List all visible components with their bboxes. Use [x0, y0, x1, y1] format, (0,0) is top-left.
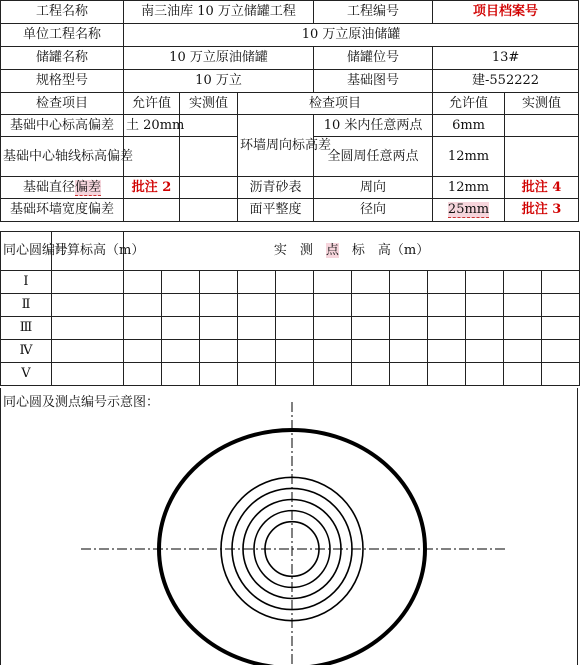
measured-point-cell[interactable] — [352, 363, 390, 386]
measured-point-cell[interactable] — [428, 317, 466, 340]
measured-point-cell[interactable] — [352, 317, 390, 340]
calc-elevation-cell[interactable] — [52, 363, 124, 386]
unit-name-value: 10 万立原油储罐 — [124, 24, 579, 47]
base-drawing-label: 基础图号 — [314, 70, 433, 93]
measured-point-cell[interactable] — [162, 363, 200, 386]
measured-point-cell[interactable] — [200, 294, 238, 317]
ring-wall-group-label: 环墙周向标高差 — [238, 115, 314, 177]
measured-point-cell[interactable] — [200, 317, 238, 340]
item-base-diameter: 基础直径偏差 — [1, 177, 124, 199]
measured-point-cell[interactable] — [428, 340, 466, 363]
measured-point-cell[interactable] — [276, 317, 314, 340]
col-item-header-right: 检查项目 — [238, 93, 433, 115]
allow-ring-full: 12mm — [433, 137, 505, 177]
tank-name-value: 10 万立原油储罐 — [124, 47, 314, 70]
item-asphalt-radial: 径向 — [314, 199, 433, 222]
measured-center-elevation[interactable] — [180, 115, 238, 137]
ring-number: Ⅳ — [1, 340, 52, 363]
measured-point-cell[interactable] — [238, 271, 276, 294]
measured-point-cell[interactable] — [276, 294, 314, 317]
spec-value: 10 万立 — [124, 70, 314, 93]
item-ring-full: 全圆周任意两点 — [314, 137, 433, 177]
measured-point-cell[interactable] — [390, 271, 428, 294]
measured-point-cell[interactable] — [314, 340, 352, 363]
item-center-elevation: 基础中心标高偏差 — [1, 115, 124, 137]
measured-point-cell[interactable] — [504, 271, 542, 294]
project-no-label: 工程编号 — [314, 1, 433, 24]
measured-point-cell[interactable] — [504, 363, 542, 386]
ring-row — [1, 271, 580, 294]
measured-point-cell[interactable] — [466, 363, 504, 386]
inspection-sheet — [0, 0, 579, 222]
asphalt-label: 沥青砂表 — [238, 177, 314, 199]
measured-ring-wall-width[interactable] — [180, 199, 238, 222]
measured-point-cell[interactable] — [124, 363, 162, 386]
note-3: 批注 3 — [505, 199, 579, 222]
spec-label: 规格型号 — [1, 70, 124, 93]
ring-number: Ⅲ — [1, 317, 52, 340]
ring-row — [1, 340, 580, 363]
measured-point-cell[interactable] — [314, 363, 352, 386]
measured-point-cell[interactable] — [466, 317, 504, 340]
measured-point-cell[interactable] — [542, 363, 580, 386]
allow-ring-wall-width[interactable] — [124, 199, 180, 222]
ring-row — [1, 294, 580, 317]
measured-point-cell[interactable] — [352, 271, 390, 294]
measured-point-cell[interactable] — [238, 294, 276, 317]
ring-row — [1, 317, 580, 340]
ring-row — [1, 363, 580, 386]
note-4: 批注 4 — [505, 177, 579, 199]
ring-number: Ⅰ — [1, 271, 52, 294]
measured-point-cell[interactable] — [428, 363, 466, 386]
col-measured-header-right: 实测值 — [505, 93, 579, 115]
measured-base-diameter[interactable] — [180, 177, 238, 199]
allow-asphalt-circ: 12mm — [433, 177, 505, 199]
calc-elevation-header: 计算标高（m） — [52, 232, 124, 271]
project-no-value: 项目档案号 — [433, 1, 579, 24]
measured-point-cell[interactable] — [276, 340, 314, 363]
project-name-label: 工程名称 — [1, 1, 124, 24]
calc-elevation-cell[interactable] — [52, 271, 124, 294]
measured-point-cell[interactable] — [200, 340, 238, 363]
circle-drawing — [1, 388, 577, 665]
tank-position-label: 储罐位号 — [314, 47, 433, 70]
measured-point-cell[interactable] — [352, 294, 390, 317]
measured-ring-10m[interactable] — [505, 115, 579, 137]
measured-point-cell[interactable] — [162, 317, 200, 340]
project-name-value: 南三油库 10 万立储罐工程 — [124, 1, 314, 24]
measured-point-cell[interactable] — [124, 317, 162, 340]
measured-point-cell[interactable] — [504, 294, 542, 317]
measured-point-cell[interactable] — [428, 271, 466, 294]
diagram-title: 同心圆及测点编号示意图： — [3, 395, 160, 410]
measured-point-cell[interactable] — [124, 271, 162, 294]
measured-point-cell[interactable] — [238, 340, 276, 363]
ring-number: Ⅱ — [1, 294, 52, 317]
measured-elevation-header: 实 测 点 标 高（m） — [124, 232, 580, 271]
base-drawing-value: 建-552222 — [433, 70, 579, 93]
measured-point-cell[interactable] — [390, 294, 428, 317]
measured-point-cell[interactable] — [238, 317, 276, 340]
measured-point-cell[interactable] — [162, 340, 200, 363]
measured-point-cell[interactable] — [504, 317, 542, 340]
flatness-label: 面平整度 — [238, 199, 314, 222]
ring-number: Ⅴ — [1, 363, 52, 386]
measured-point-cell[interactable] — [162, 294, 200, 317]
col-item-header: 检查项目 — [1, 93, 124, 115]
measured-point-cell[interactable] — [314, 294, 352, 317]
circle-no-header: 同心圆编号 — [1, 232, 52, 271]
col-allow-header-right: 允许值 — [433, 93, 505, 115]
measured-point-cell[interactable] — [466, 294, 504, 317]
measured-point-cell[interactable] — [200, 363, 238, 386]
measured-point-cell[interactable] — [466, 271, 504, 294]
measured-point-cell[interactable] — [276, 271, 314, 294]
measured-point-cell[interactable] — [390, 317, 428, 340]
tank-name-label: 储罐名称 — [1, 47, 124, 70]
measured-point-cell[interactable] — [238, 363, 276, 386]
measured-point-cell[interactable] — [162, 271, 200, 294]
measured-point-cell[interactable] — [314, 317, 352, 340]
measured-point-cell[interactable] — [542, 294, 580, 317]
measured-point-cell[interactable] — [276, 363, 314, 386]
measured-point-cell[interactable] — [124, 340, 162, 363]
measured-point-cell[interactable] — [542, 340, 580, 363]
measured-point-cell[interactable] — [466, 340, 504, 363]
allow-asphalt-radial: 25mm — [433, 199, 505, 222]
measured-ring-full[interactable] — [505, 137, 579, 177]
measured-point-cell[interactable] — [542, 317, 580, 340]
allow-center-elevation: 土 20mm — [124, 115, 180, 137]
calc-elevation-cell[interactable] — [52, 340, 124, 363]
item-ring-10m: 10 米内任意两点 — [314, 115, 433, 137]
measure-table — [0, 231, 580, 386]
measured-point-cell[interactable] — [428, 294, 466, 317]
measured-point-cell[interactable] — [200, 271, 238, 294]
measured-point-cell[interactable] — [352, 340, 390, 363]
item-asphalt-circ: 周向 — [314, 177, 433, 199]
allow-ring-10m: 6mm — [433, 115, 505, 137]
calc-elevation-cell[interactable] — [52, 317, 124, 340]
col-measured-header: 实测值 — [180, 93, 238, 115]
tank-position-value: 13# — [433, 47, 579, 70]
item-center-axis: 基础中心轴线标高偏差 — [1, 137, 124, 177]
measured-point-cell[interactable] — [390, 363, 428, 386]
concentric-circle-diagram — [0, 388, 578, 665]
col-allow-header: 允许值 — [124, 93, 180, 115]
measured-point-cell[interactable] — [390, 340, 428, 363]
measured-center-axis[interactable] — [180, 137, 238, 177]
item-ring-wall-width: 基础环墙宽度偏差 — [1, 199, 124, 222]
unit-name-label: 单位工程名称 — [1, 24, 124, 47]
measured-point-cell[interactable] — [124, 294, 162, 317]
measured-point-cell[interactable] — [314, 271, 352, 294]
calc-elevation-cell[interactable] — [52, 294, 124, 317]
measured-point-cell[interactable] — [542, 271, 580, 294]
note-2: 批注 2 — [124, 177, 180, 199]
measured-point-cell[interactable] — [504, 340, 542, 363]
